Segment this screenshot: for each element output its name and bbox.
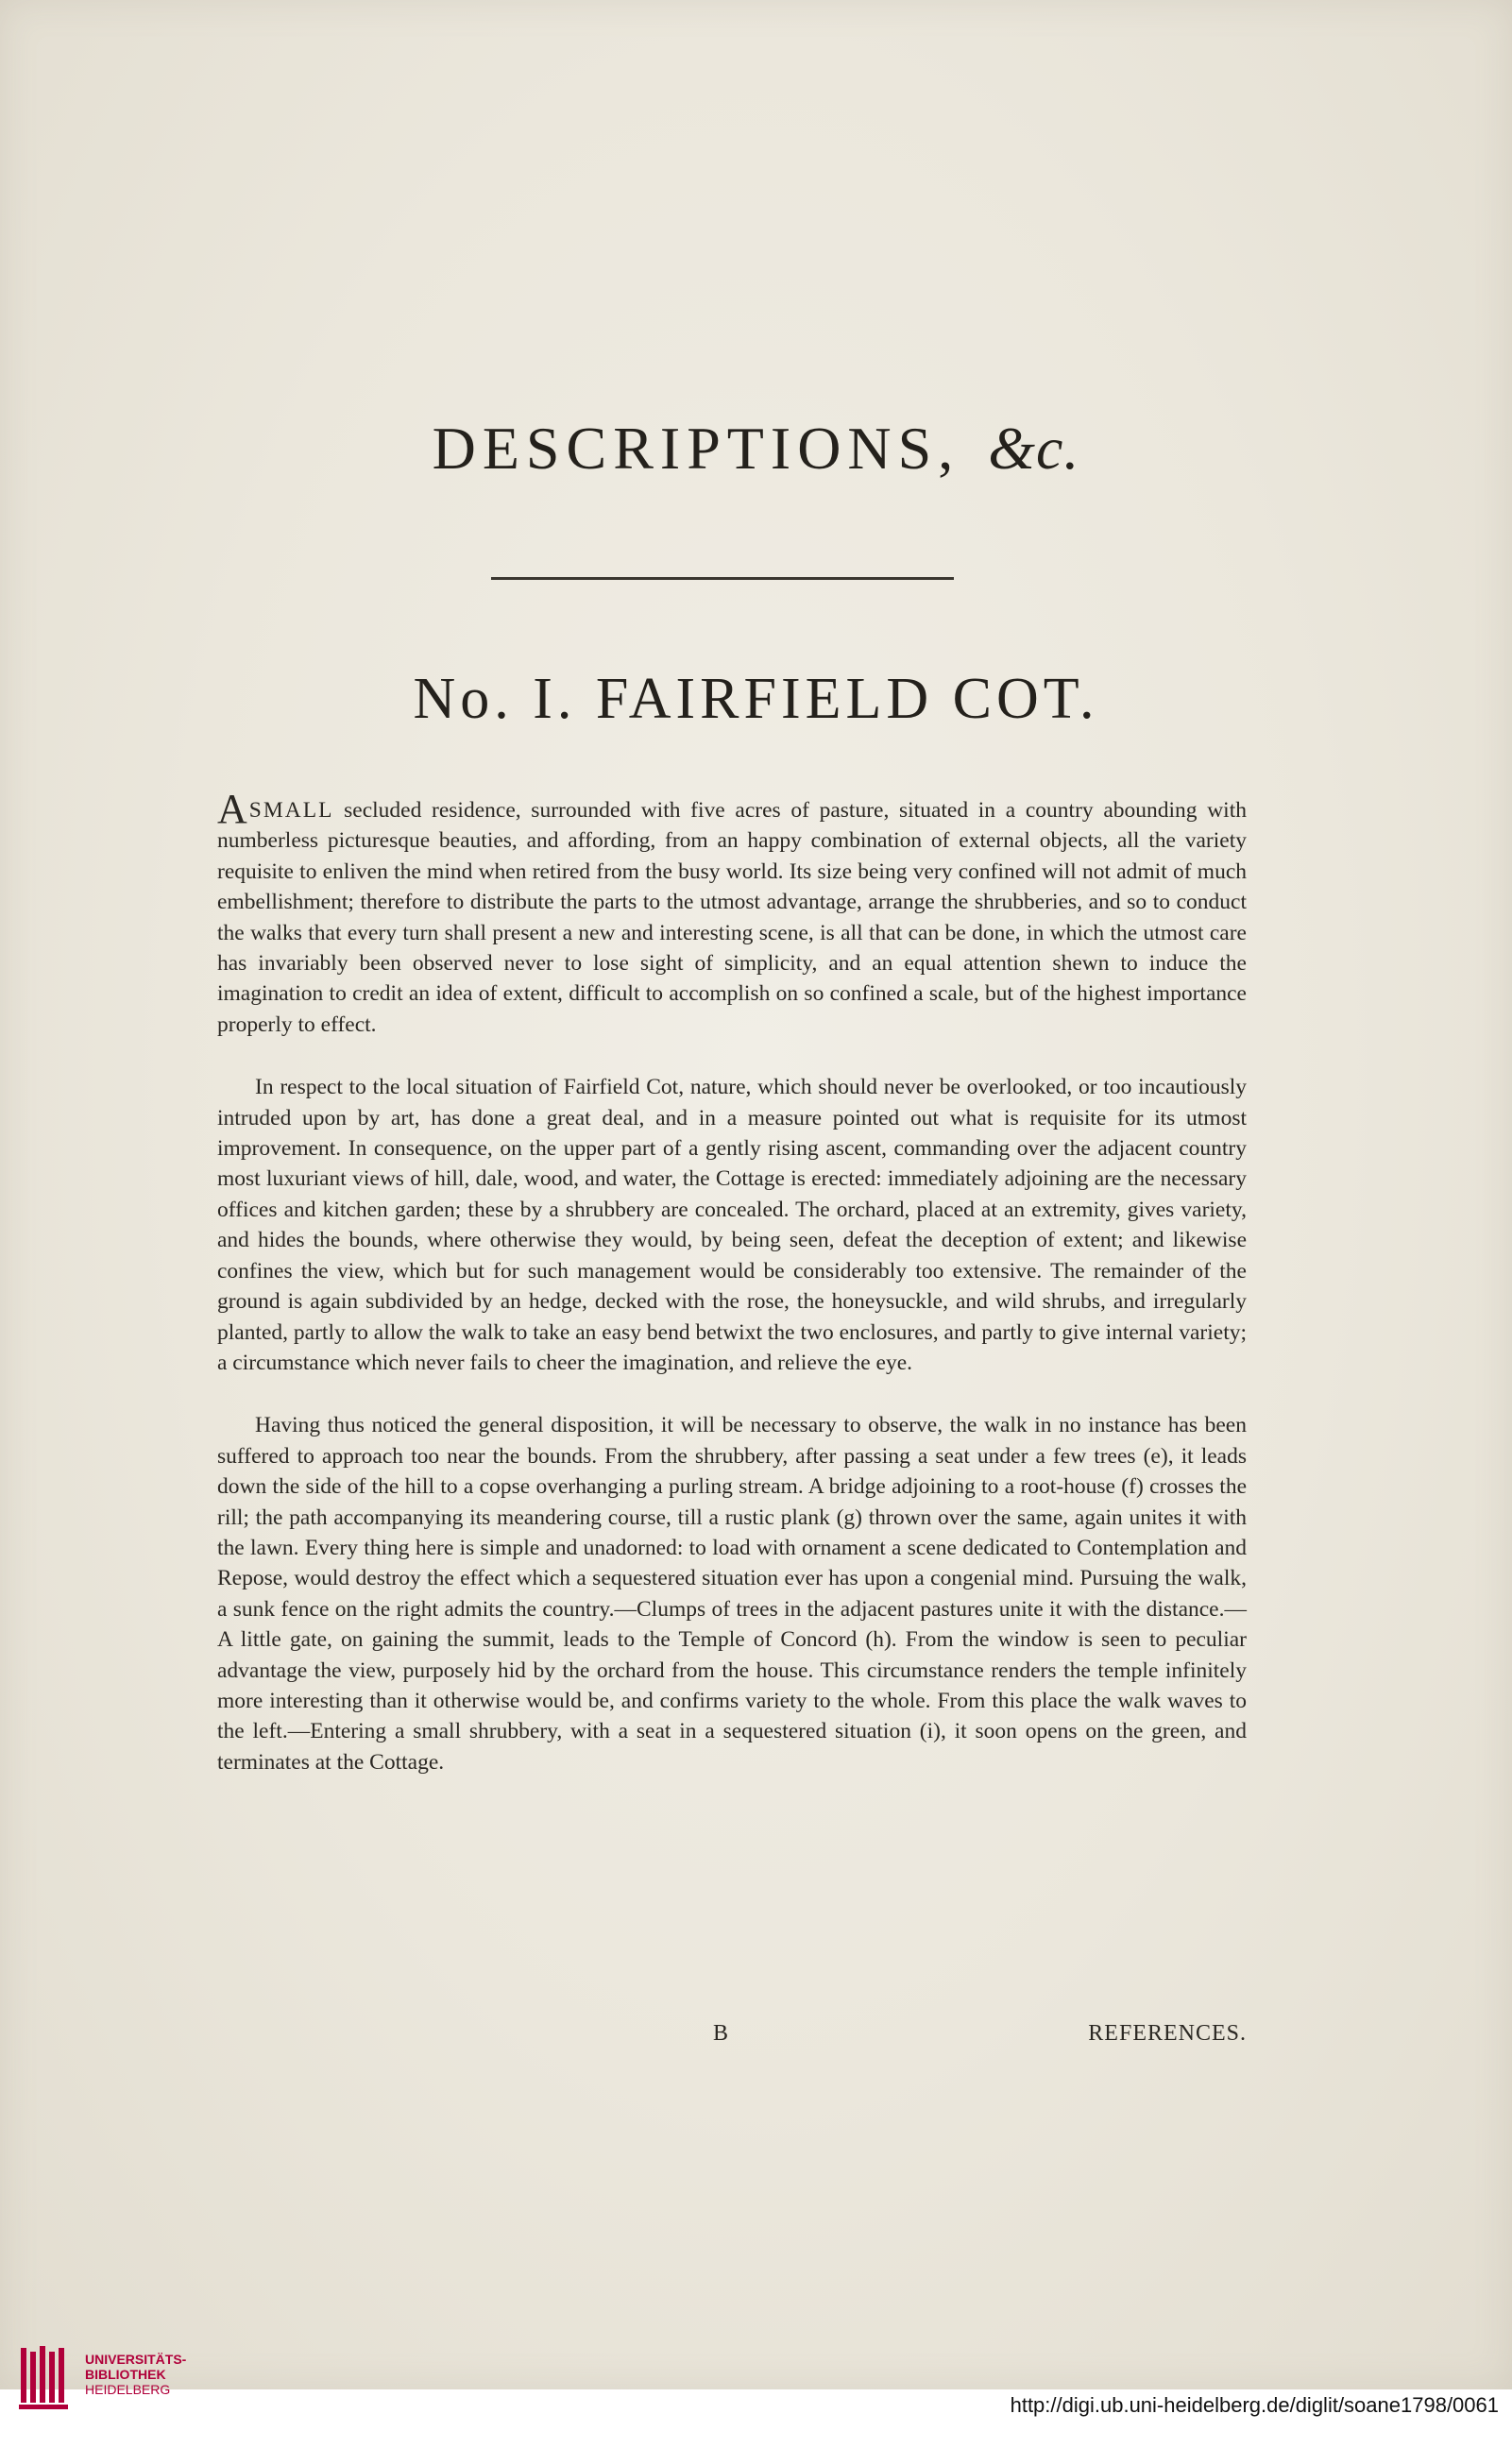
catchword: REFERENCES.	[1088, 2021, 1247, 2046]
library-name-line-1: UNIVERSITÄTS-	[85, 2352, 187, 2367]
paragraph-2: In respect to the local situation of Fairfield Cot, nature, which should never be overlooked, or too incautiously intruded upon by art, has done a great deal, and in a measure pointed out what is requisite for its utmost improvement. In consequence, on the upper part of a gently rising ascent, commanding over the adjacent country most luxuriant views of hill, dale, wood, and water, the Cottage is erected: immediately adjoining are the necessary offices and kitchen garden; these by a shrubbery are concealed. The orchard, placed at an extremity, gives variety, and hides the bounds, where otherwise they would, by being seen, defeat the deception of extent; and likewise confines the view, which but for such management would be considerably too extensive. The remainder of the ground is again subdivided by an hedge, decked with the rose, the honeysuckle, and wild shrubs, and irregularly planted, partly to allow the walk to take an easy bend betwixt the two enclosures, and partly to give internal variety; a circumstance which never fails to cheer the imagination, and relieve the eye.	[217, 1075, 1247, 1375]
title-suffix: &c.	[988, 415, 1080, 482]
library-name	[85, 2352, 186, 2397]
small-caps-lead: SMALL	[248, 798, 334, 823]
signature-mark: B	[713, 2021, 729, 2046]
section-heading: No. I. FAIRFIELD COT.	[413, 667, 1099, 731]
page-title	[0, 414, 1512, 484]
paragraph-3: Having thus noticed the general disposition, it will be necessary to observe, the walk in no instance has been suffered to approach too near the bounds. From the shrubbery, after passing a seat under a few trees (e), it leads down the side of the hill to a copse overhanging a purling stream. A bridge adjoining to a root-house (f) crosses the rill; the path accompanying its meandering course, till a rustic plank (g) thrown over the same, again unites it with the lawn. Every thing here is simple and unadorned: to load with ornament a scene dedicated to Contemplation and Repose, would destroy the effect which a sequestered situation ever has upon a congenial mind. Pursuing the walk, a sunk fence on the right admits the country.—Clumps of trees in the adjacent pastures unite it with the distance.—A little gate, on gaining the summit, leads to the Temple of Concord (h). From the window is seen to peculiar advantage the view, purposely hid by the orchard from the house. This circumstance renders the temple infinitely more interesting than it otherwise would be, and confirms variety to the whole. From this place the walk waves to the left.—Entering a small shrubbery, with a seat in a sequestered situation (i), it soon opens on the green, and terminates at the Cottage.	[217, 1413, 1247, 1775]
source-url-link[interactable]: http://digi.ub.uni-heidelberg.de/diglit/soane1798/0061	[1010, 2393, 1499, 2417]
library-name-line-2: BIBLIOTHEK	[85, 2367, 166, 2382]
university-library-logo-icon	[17, 2342, 74, 2418]
drop-cap: A	[217, 786, 247, 832]
library-logo	[17, 2342, 187, 2418]
paragraph-1	[217, 786, 1247, 1040]
paragraph-1-text: secluded residence, surrounded with five acres of pasture, situated in a country abounding with numberless picturesque beauties, and affording, from an happy combination of external objects, all the variety requisite to enliven the mind when retired from the busy world. Its size being very confined will not admit of much embellishment; therefore to distribute the parts to the utmost advantage, arrange the shrubberies, and so to conduct the walks that every turn shall present a new and interesting scene, is all that can be done, in which the utmost care has invariably been observed never to lose sight of simplicity, and an equal attention shewn to induce the imagination to credit an idea of extent, difficult to accomplish on so confined a scale, but of the highest importance properly to effect.	[217, 798, 1247, 1037]
title-text: DESCRIPTIONS,	[432, 415, 960, 482]
title-divider	[491, 577, 954, 580]
library-name-line-3: HEIDELBERG	[85, 2382, 171, 2397]
document-body	[217, 786, 1247, 1810]
